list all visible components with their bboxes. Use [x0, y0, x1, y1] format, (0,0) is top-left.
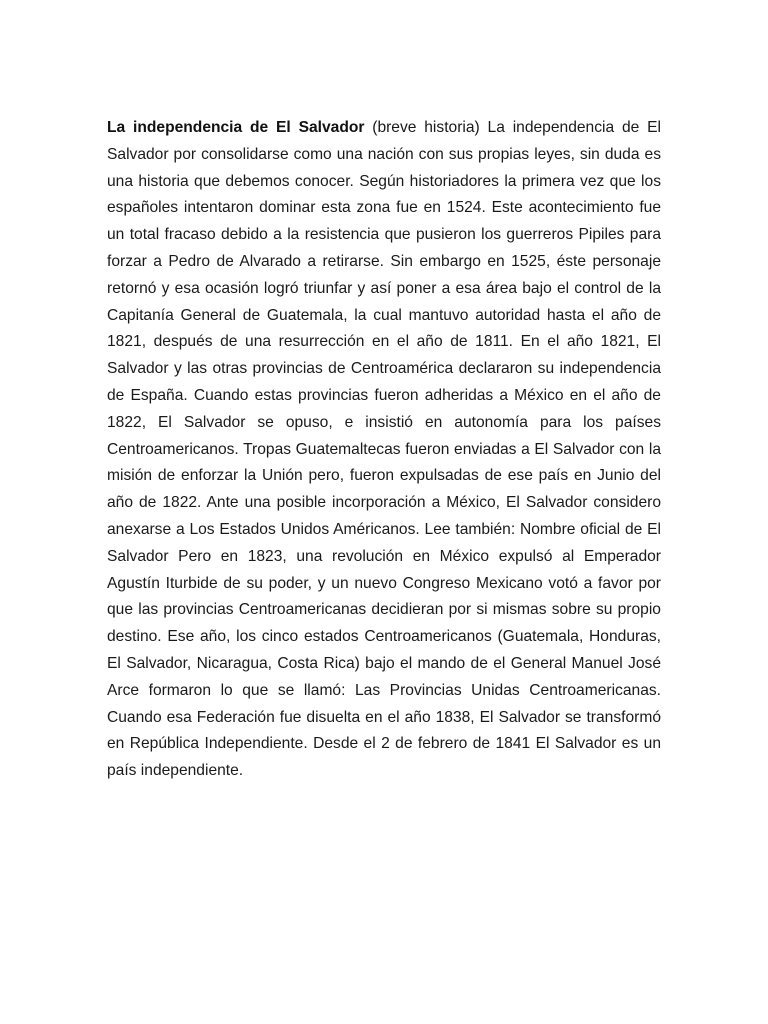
body-paragraph [107, 115, 661, 785]
body-text: (breve historia) La independencia de El Salvador por consolidarse como una nación con sus propias leyes, sin duda es una historia que debemos conocer. Según historiadores la primera vez que los españoles intentaron dominar esta zona fue en 1524. Este acontecimiento fue un total fracaso debido a la resistencia que pusieron los guerreros Pipiles para forzar a Pedro de Alvarado a retirarse. Sin embargo en 1525, éste personaje retornó y esa ocasión logró triunfar y así poner a esa área bajo el control de la Capitanía General de Guatemala, la cual mantuvo autoridad hasta el año de 1821, después de una resurrección en el año de 1811. En el año 1821, El Salvador y las otras provincias de Centroamérica declararon su independencia de España. Cuando estas provincias fueron adheridas a México en el año de 1822, El Salvador se opuso, e insistió en autonomía para los países Centroamericanos. Tropas Guatemaltecas fueron enviadas a El Salvador con la misión de enforzar la Unión pero, fueron expulsadas de ese país en Junio del año de 1822. Ante una posible incorporación a México, El Salvador considero anexarse a Los Estados Unidos Américanos. Lee también: Nombre oficial de El Salvador Pero en 1823, una revolución en México expulsó al Emperador Agustín Iturbide de su poder, y un nuevo Congreso Mexicano votó a favor por que las provincias Centroamericanas decidieran por si mismas sobre su propio destino. Ese año, los cinco estados Centroamericanos (Guatemala, Honduras, El Salvador, Nicaragua, Costa Rica) bajo el mando de el General Manuel José Arce formaron lo que se llamó: Las Provincias Unidas Centroamericanas. Cuando esa Federación fue disuelta en el año 1838, El Salvador se transformó en República Independiente. Desde el 2 de febrero de 1841 El Salvador es un país independiente. [107, 119, 661, 780]
document-title: La independencia de El Salvador [107, 119, 365, 136]
